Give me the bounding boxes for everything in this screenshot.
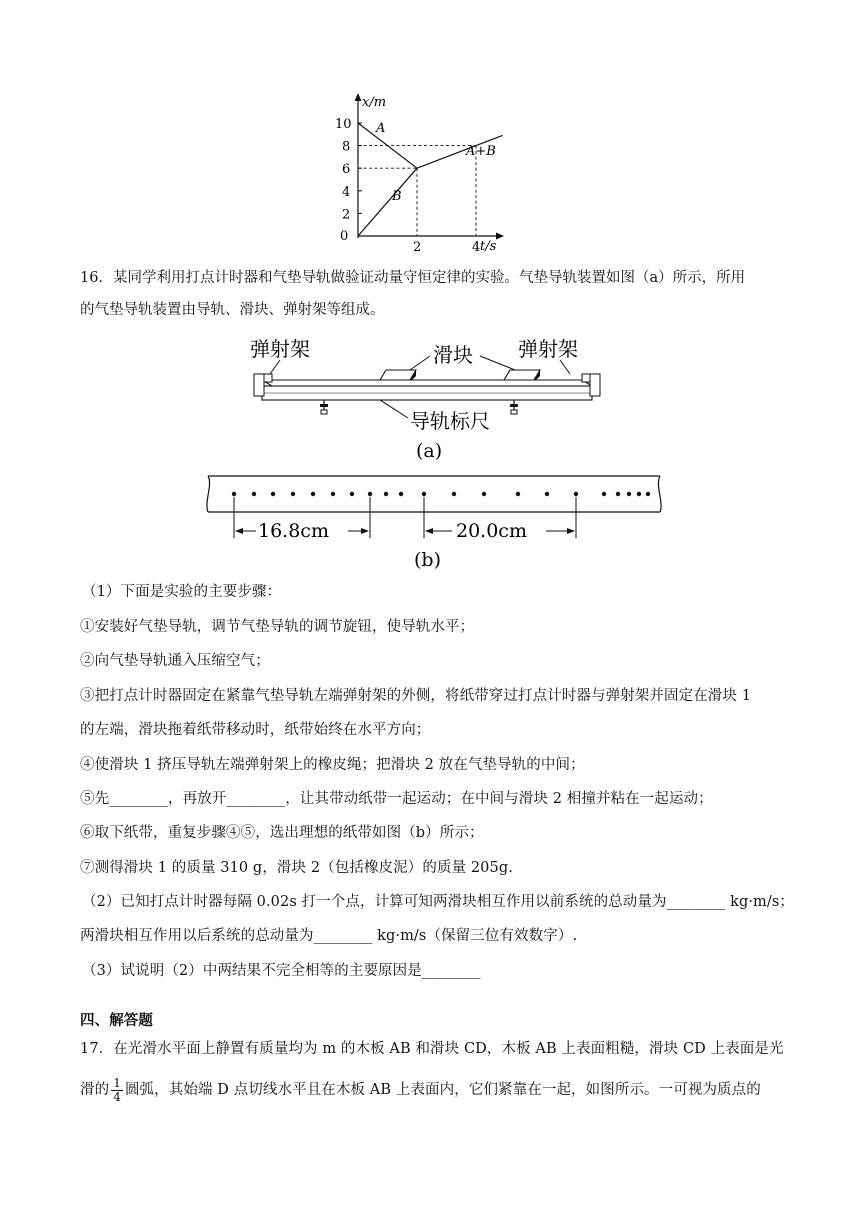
figure-a-air-track [240, 330, 610, 460]
label-left-launcher: 弹射架 [250, 337, 310, 361]
label-ruler: 导轨标尺 [410, 409, 490, 433]
y-tick-label: 4 [342, 184, 351, 200]
tape-dot [616, 492, 620, 496]
y-axis-arrow [355, 93, 362, 101]
tape-dot [331, 492, 335, 496]
step-3-line2: 的左端，滑块拖着纸带移动时，纸带始终在水平方向； [80, 722, 431, 738]
tape-dot [271, 492, 275, 496]
step-1: ①安装好气垫导轨，调节气垫导轨的调节旋钮，使导轨水平； [80, 619, 475, 635]
figure-a-caption: (a) [416, 440, 443, 460]
tape-dot [384, 492, 388, 496]
y-axis-label: x/m [362, 95, 387, 110]
graph-series [358, 123, 503, 236]
section-heading: 四、解答题 [80, 1012, 153, 1029]
tape-dot [482, 492, 486, 496]
y-tick-label: 8 [342, 139, 351, 155]
xt-graph [330, 88, 510, 253]
x-axis-label: t/s [480, 239, 497, 253]
tape-dot [311, 492, 315, 496]
part2-line2: 两滑块相互作用以后系统的总动量为________ kg·m/s（保留三位有效数字）. [80, 928, 578, 944]
fraction-quarter [111, 1077, 123, 1104]
distance-left: 16.8cm [258, 520, 329, 542]
q17-line2-post: 圆弧，其始端 D 点切线水平且在木板 AB 上表面内，它们紧靠在一起，如图所示。一可视为质点的 [124, 1082, 761, 1098]
tape-dot [368, 492, 372, 496]
steps-intro: （1）下面是实验的主要步骤： [82, 584, 282, 600]
distance-right: 20.0cm [456, 520, 527, 542]
q17-line2-pre: 滑的 [80, 1082, 110, 1098]
tape-dot [602, 492, 606, 496]
tape-dot [545, 492, 549, 496]
y-tick-label: 10 [335, 117, 352, 132]
label-slider: 滑块 [433, 343, 473, 367]
figure-b-caption: (b) [414, 549, 441, 571]
step-4: ④使滑块 1 挤压导轨左端弹射架上的橡皮绳；把滑块 2 放在气垫导轨的中间； [80, 757, 585, 773]
right-foot [510, 400, 518, 414]
tape-dot [516, 492, 520, 496]
fraction-denominator: 4 [113, 1089, 121, 1104]
step-3-line1: ③把打点计时器固定在紧靠气垫导轨左端弹射架的外侧，将纸带穿过打点计时器与弹射架并固定在滑块 1 [80, 688, 752, 704]
slider-1 [380, 370, 416, 380]
q16-line1: 16．某同学利用打点计时器和气垫导轨做验证动量守恒定律的实验。气垫导轨装置如图（a）所示，所用 [80, 270, 746, 286]
step-2: ②向气垫导轨通入压缩空气； [80, 653, 270, 669]
origin-label: 0 [340, 229, 349, 244]
x-tick-labels [413, 240, 480, 253]
x-axis-arrow [496, 233, 504, 240]
tape-dots [232, 492, 650, 496]
tape-dot [574, 492, 578, 496]
q17-line1: 17．在光滑水平面上静置有质量均为 m 的木板 AB 和滑块 CD，木板 AB 上表面粗糙，滑块 CD 上表面是光 [80, 1041, 784, 1057]
series-label-B: B [392, 189, 402, 204]
tape-dot [350, 492, 354, 496]
part2-line1: （2）已知打点计时器每隔 0.02s 打一个点，计算可知两滑块相互作用以前系统的总动量为________ kg·m/s； [82, 894, 795, 910]
step-6: ⑥取下纸带，重复步骤④⑤，选出理想的纸带如图（b）所示； [80, 825, 484, 841]
q16-line2: 的气垫导轨装置由导轨、滑块、弹射架等组成。 [80, 302, 385, 318]
label-right-launcher: 弹射架 [518, 337, 578, 361]
x-tick-label: 4 [472, 240, 481, 253]
series-label-AB: A+B [466, 144, 496, 159]
tape-dot [291, 492, 295, 496]
track-rail [262, 380, 592, 386]
fraction-numerator: 1 [113, 1075, 121, 1090]
step-5: ⑤先________，再放开________，让其带动纸带一起运动；在中间与滑块 2 相撞并粘在一起运动； [80, 791, 713, 807]
x-tick-label: 2 [413, 240, 422, 253]
q17-line2 [80, 1072, 761, 1108]
tape-dot [422, 492, 426, 496]
part3-line1: （3）试说明（2）中两结果不完全相等的主要原因是________ [82, 963, 481, 979]
left-foot [320, 400, 328, 414]
slider-2 [504, 370, 540, 380]
tape-dot [646, 492, 650, 496]
tape-dot [637, 492, 641, 496]
y-tick-label: 6 [342, 162, 351, 178]
series-line-B [358, 168, 417, 236]
tape-dot [399, 492, 403, 496]
y-tick-label: 2 [342, 207, 351, 223]
tape-dot [452, 492, 456, 496]
tape-dot [232, 492, 236, 496]
figure-b-paper-tape [200, 474, 670, 574]
tape-dot [627, 492, 631, 496]
series-label-A: A [376, 121, 386, 136]
tape-dot [252, 492, 256, 496]
step-7: ⑦测得滑块 1 的质量 310 g，滑块 2（包括橡皮泥）的质量 205g. [80, 860, 513, 876]
